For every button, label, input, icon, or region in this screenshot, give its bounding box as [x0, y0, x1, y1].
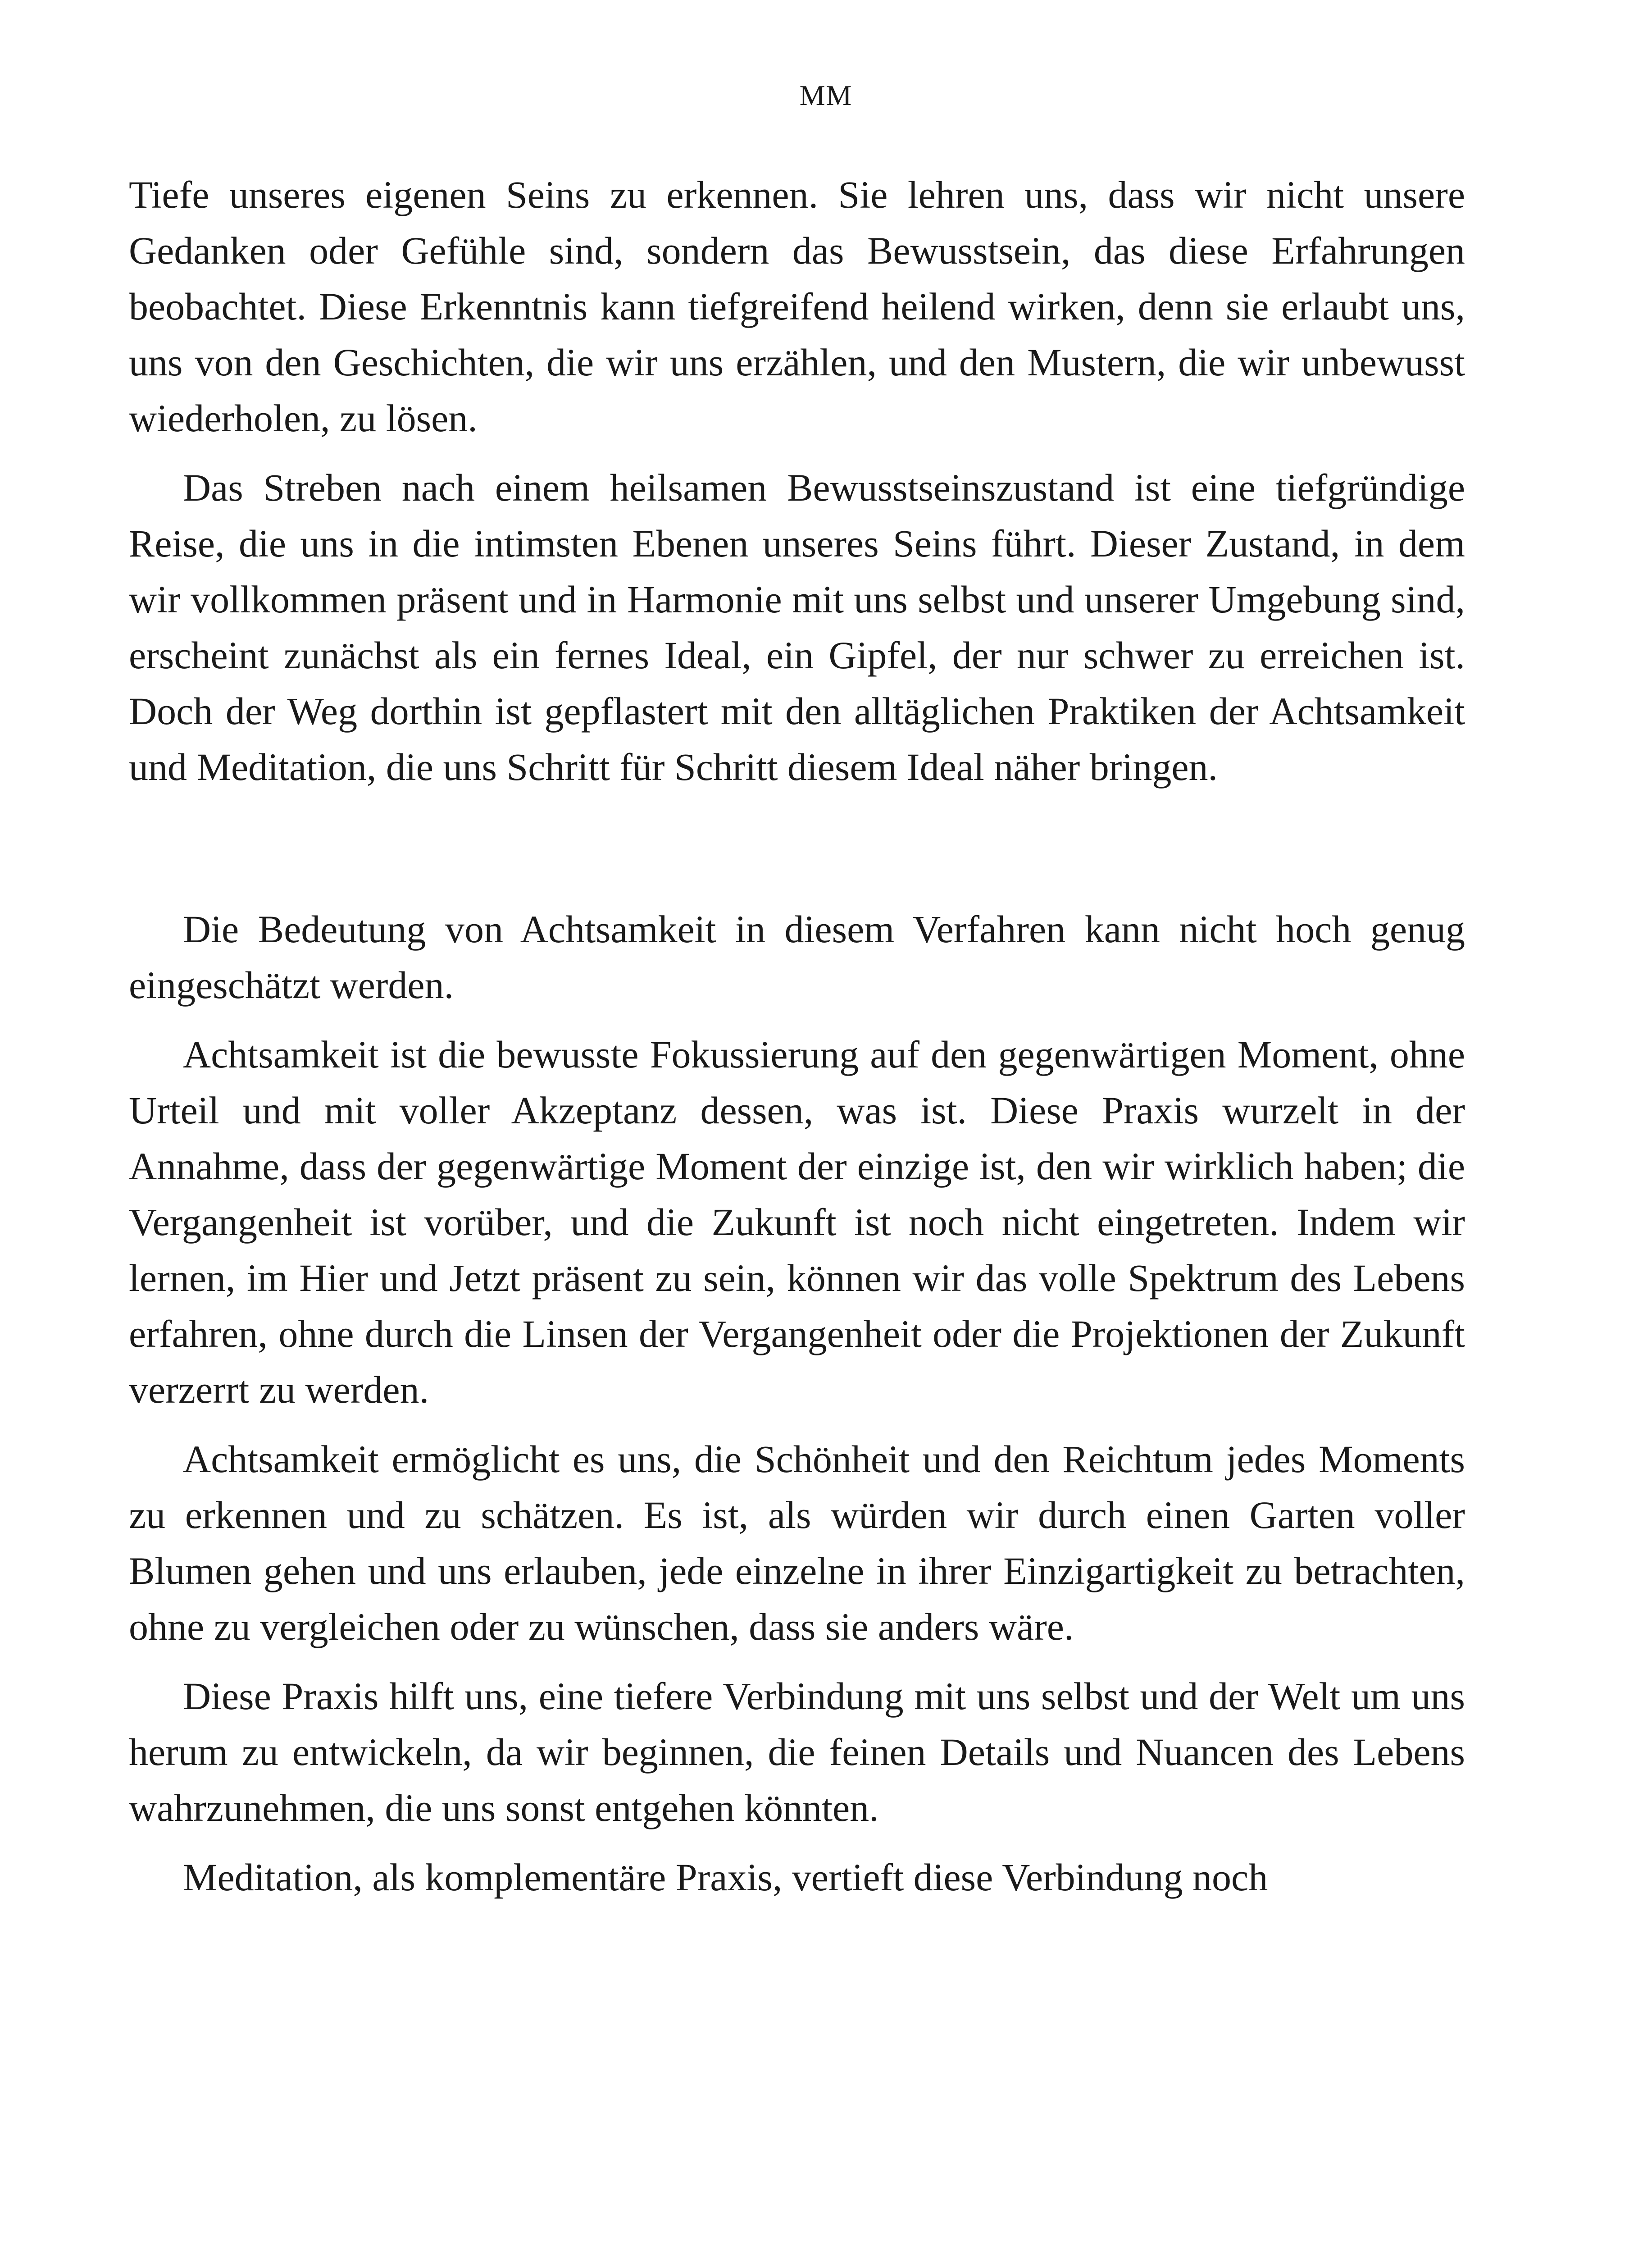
paragraph: Diese Praxis hilft uns, eine tiefere Verbindung mit uns selbst und der Welt um uns herum zu entwickeln, da wir beginnen, die feinen Details und Nuancen des Lebens wahrzunehmen, die uns sonst entgehen könnten. — [129, 1674, 1465, 1829]
paragraph: Die Bedeutung von Achtsamkeit in diesem Verfahren kann nicht hoch genug eingeschätzt werden. — [129, 908, 1465, 1007]
body-text — [129, 167, 1465, 1905]
paragraph: Das Streben nach einem heilsamen Bewusstseinszustand ist eine tiefgründige Reise, die uns in die intimsten Ebenen unseres Seins führt. Dieser Zustand, in dem wir vollkommen präsent und in Harmonie mit uns selbst und unserer Umgebung sind, erscheint zunächst als ein fernes Ideal, ein Gipfel, der nur schwer zu erreichen ist. Doch der Weg dorthin ist gepflastert mit den alltäglichen Praktiken der Achtsamkeit und Meditation, die uns Schritt für Schritt diesem Ideal näher bringen. — [129, 466, 1465, 789]
paragraph: Achtsamkeit ermöglicht es uns, die Schönheit und den Reichtum jedes Moments zu erkennen und zu schätzen. Es ist, als würden wir durch einen Garten voller Blumen gehen und uns erlauben, jede einzelne in ihrer Einzigartigkeit zu betrachten, ohne zu vergleichen oder zu wünschen, dass sie anders wäre. — [129, 1437, 1465, 1648]
paragraph: Meditation, als komplementäre Praxis, vertieft diese Verbindung noch — [183, 1856, 1268, 1899]
running-header: MM — [799, 79, 853, 111]
paragraph: Achtsamkeit ist die bewusste Fokussierung auf den gegenwärtigen Moment, ohne Urteil und mit voller Akzeptanz dessen, was ist. Diese Praxis wurzelt in der Annahme, dass der gegenwärtige Moment der einzige ist, den wir wirklich haben; die Vergangenheit ist vorüber, und die Zukunft ist noch nicht eingetreten. Indem wir lernen, im Hier und Jetzt präsent zu sein, können wir das volle Spektrum des Lebens erfahren, ohne durch die Linsen der Vergangenheit oder die Projektionen der Zukunft verzerrt zu werden. — [129, 1033, 1465, 1411]
paragraph-continuation: Tiefe unseres eigenen Seins zu erkennen. Sie lehren uns, dass wir nicht unsere Gedanken oder Gefühle sind, sondern das Bewusstsein, das diese Erfahrungen beobachtet. Diese Erkenntnis kann tiefgreifend heilend wirken, denn sie erlaubt uns, uns von den Geschichten, die wir uns erzählen, und den Mustern, die wir unbewusst wiederholen, zu lösen. — [129, 173, 1465, 440]
